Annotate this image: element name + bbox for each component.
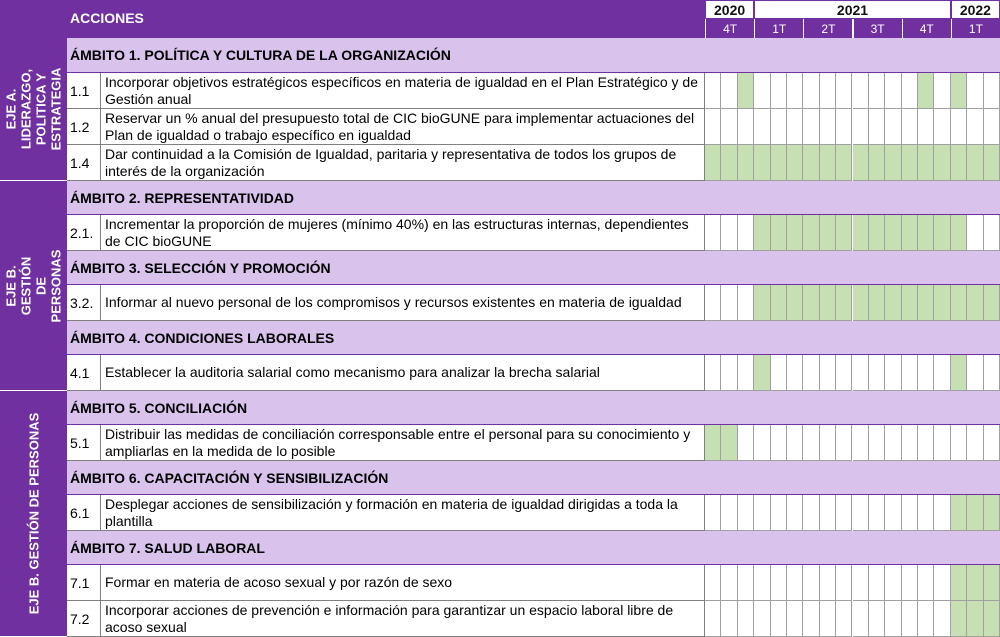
axis-label-text: EJE A. LIDERAZGO, POLITICA Y ESTRATEGIA	[3, 67, 64, 151]
schedule-cell	[967, 73, 983, 109]
schedule-cell-active	[771, 215, 787, 251]
schedule-cell-active	[967, 601, 983, 637]
schedule-cell	[803, 425, 819, 461]
quarter-header-1: 1T	[754, 19, 803, 38]
schedule-cell-active	[902, 285, 918, 321]
schedule-cell-active	[984, 565, 1000, 601]
schedule-cell	[853, 109, 869, 145]
schedule-cell-active	[967, 285, 983, 321]
schedule-cell	[721, 215, 737, 251]
schedule-cell-active	[984, 285, 1000, 321]
schedule-cell	[738, 601, 754, 637]
schedule-cell	[787, 565, 803, 601]
schedule-cell	[869, 73, 885, 109]
schedule-cell-active	[771, 285, 787, 321]
schedule-cell	[836, 601, 852, 637]
schedule-cell-active	[705, 145, 721, 181]
schedule-cell	[902, 601, 918, 637]
schedule-cell	[721, 565, 737, 601]
schedule-cell-active	[967, 145, 983, 181]
action-text: Incorporar acciones de prevención e información para garantizar un espacio laboral libre de acoso sexual	[101, 601, 705, 637]
schedule-cell-active	[918, 215, 934, 251]
schedule-cell-active	[738, 73, 754, 109]
schedule-cell-active	[984, 601, 1000, 637]
schedule-cell-active	[836, 145, 852, 181]
schedule-cell	[705, 109, 721, 145]
schedule-cell-active	[951, 355, 967, 391]
ambito-heading: ÁMBITO 7. SALUD LABORAL	[67, 531, 1000, 565]
schedule-cell	[836, 565, 852, 601]
schedule-cell	[705, 215, 721, 251]
year-header-1: 2021	[754, 0, 951, 19]
action-number: 1.2	[67, 109, 101, 145]
action-number: 3.2.	[67, 285, 101, 321]
schedule-cell	[803, 601, 819, 637]
schedule-cell-active	[721, 425, 737, 461]
schedule-cell	[787, 425, 803, 461]
schedule-cell-active	[934, 215, 950, 251]
schedule-cell-active	[918, 73, 934, 109]
schedule-cell	[984, 73, 1000, 109]
schedule-cell	[853, 73, 869, 109]
schedule-cell	[803, 355, 819, 391]
schedule-cell	[771, 495, 787, 531]
acciones-header: ACCIONES	[67, 0, 705, 38]
schedule-cell	[902, 73, 918, 109]
schedule-cell	[984, 215, 1000, 251]
schedule-cell	[820, 601, 836, 637]
schedule-cell	[967, 109, 983, 145]
schedule-cell-active	[820, 215, 836, 251]
schedule-cell	[918, 601, 934, 637]
quarter-header-3: 3T	[853, 19, 902, 38]
schedule-cell	[967, 425, 983, 461]
schedule-cell	[853, 601, 869, 637]
schedule-cell	[836, 73, 852, 109]
action-number: 2.1.	[67, 215, 101, 251]
schedule-cell	[918, 109, 934, 145]
ambito-heading: ÁMBITO 4. CONDICIONES LABORALES	[67, 321, 1000, 355]
schedule-cell	[705, 285, 721, 321]
ambito-heading: ÁMBITO 6. CAPACITACIÓN Y SENSIBILIZACIÓN	[67, 461, 1000, 495]
schedule-cell	[738, 355, 754, 391]
schedule-cell	[934, 601, 950, 637]
schedule-cell	[721, 601, 737, 637]
schedule-cell-active	[853, 285, 869, 321]
schedule-cell-active	[771, 145, 787, 181]
schedule-cell	[869, 495, 885, 531]
action-text: Incrementar la proporción de mujeres (mínimo 40%) en las estructuras internas, dependientes de CIC bioGUNE	[101, 215, 705, 251]
schedule-cell-active	[836, 285, 852, 321]
schedule-cell	[836, 109, 852, 145]
schedule-cell	[836, 495, 852, 531]
schedule-cell	[934, 73, 950, 109]
schedule-cell-active	[967, 495, 983, 531]
schedule-cell	[918, 565, 934, 601]
schedule-cell-active	[721, 145, 737, 181]
schedule-cell-active	[754, 285, 770, 321]
schedule-cell-active	[803, 285, 819, 321]
action-text: Distribuir las medidas de conciliación corresponsable entre el personal para su conocimiento y ampliarlas en la medida de lo posible	[101, 425, 705, 461]
schedule-cell-active	[885, 145, 901, 181]
schedule-cell	[984, 425, 1000, 461]
schedule-cell-active	[951, 495, 967, 531]
action-text: Formar en materia de acoso sexual y por razón de sexo	[101, 565, 705, 601]
schedule-cell	[771, 355, 787, 391]
schedule-cell-active	[951, 565, 967, 601]
schedule-cell	[787, 601, 803, 637]
schedule-cell	[820, 565, 836, 601]
schedule-cell	[738, 565, 754, 601]
schedule-cell	[787, 73, 803, 109]
quarter-header-0: 4T	[705, 19, 754, 38]
schedule-cell	[902, 565, 918, 601]
schedule-cell	[754, 565, 770, 601]
schedule-cell	[705, 495, 721, 531]
schedule-cell	[902, 355, 918, 391]
schedule-cell-active	[787, 145, 803, 181]
schedule-cell	[967, 355, 983, 391]
schedule-cell-active	[787, 215, 803, 251]
schedule-cell	[885, 495, 901, 531]
schedule-cell-active	[803, 145, 819, 181]
schedule-cell-active	[705, 425, 721, 461]
schedule-cell	[984, 109, 1000, 145]
action-number: 5.1	[67, 425, 101, 461]
axis-label-1	[0, 181, 67, 391]
schedule-cell	[918, 425, 934, 461]
schedule-cell	[771, 109, 787, 145]
schedule-cell	[754, 425, 770, 461]
schedule-cell	[721, 355, 737, 391]
schedule-cell	[738, 425, 754, 461]
schedule-cell-active	[869, 285, 885, 321]
ambito-heading: ÁMBITO 5. CONCILIACIÓN	[67, 391, 1000, 425]
schedule-cell	[771, 565, 787, 601]
schedule-cell	[803, 495, 819, 531]
schedule-cell-active	[787, 285, 803, 321]
quarter-header-5: 1T	[951, 19, 1000, 38]
axis-label-2	[0, 391, 67, 637]
schedule-cell	[869, 425, 885, 461]
schedule-cell	[869, 109, 885, 145]
action-number: 4.1	[67, 355, 101, 391]
schedule-cell-active	[902, 215, 918, 251]
schedule-cell	[902, 109, 918, 145]
action-number: 7.2	[67, 601, 101, 637]
schedule-cell-active	[984, 145, 1000, 181]
schedule-cell-active	[803, 215, 819, 251]
schedule-cell	[967, 215, 983, 251]
schedule-cell-active	[836, 215, 852, 251]
action-number: 1.4	[67, 145, 101, 181]
schedule-cell-active	[853, 215, 869, 251]
schedule-cell-active	[885, 215, 901, 251]
schedule-cell	[869, 355, 885, 391]
ambito-heading: ÁMBITO 1. POLÍTICA Y CULTURA DE LA ORGANIZACIÓN	[67, 38, 1000, 73]
schedule-cell	[820, 109, 836, 145]
axis-label-text: EJE B. GESTIÓN DE PERSONAS	[3, 249, 64, 322]
schedule-cell	[853, 425, 869, 461]
schedule-cell	[803, 73, 819, 109]
schedule-cell	[771, 73, 787, 109]
schedule-cell	[787, 109, 803, 145]
schedule-cell	[951, 109, 967, 145]
schedule-cell	[721, 109, 737, 145]
schedule-cell	[787, 495, 803, 531]
schedule-cell	[721, 73, 737, 109]
schedule-cell	[984, 355, 1000, 391]
schedule-cell	[754, 109, 770, 145]
schedule-cell	[820, 425, 836, 461]
schedule-cell	[885, 425, 901, 461]
schedule-cell-active	[869, 145, 885, 181]
schedule-cell	[934, 565, 950, 601]
schedule-cell-active	[984, 495, 1000, 531]
schedule-cell	[902, 495, 918, 531]
schedule-cell-active	[967, 565, 983, 601]
schedule-cell	[787, 355, 803, 391]
schedule-cell-active	[754, 215, 770, 251]
schedule-cell	[934, 355, 950, 391]
schedule-cell-active	[951, 215, 967, 251]
schedule-cell	[754, 601, 770, 637]
schedule-cell-active	[934, 145, 950, 181]
schedule-cell-active	[820, 145, 836, 181]
ambito-heading: ÁMBITO 2. REPRESENTATIVIDAD	[67, 181, 1000, 215]
schedule-cell	[820, 73, 836, 109]
action-text: Informar al nuevo personal de los compromisos y recursos existentes en materia de igualdad	[101, 285, 705, 321]
schedule-cell-active	[869, 215, 885, 251]
schedule-cell	[836, 425, 852, 461]
schedule-cell	[721, 495, 737, 531]
schedule-cell	[738, 285, 754, 321]
action-text: Dar continuidad a la Comisión de Igualdad, paritaria y representativa de todos los grupos de interés de la organización	[101, 145, 705, 181]
schedule-cell	[738, 109, 754, 145]
schedule-cell	[869, 565, 885, 601]
schedule-cell	[885, 565, 901, 601]
schedule-cell-active	[754, 145, 770, 181]
schedule-cell-active	[918, 285, 934, 321]
schedule-cell	[869, 601, 885, 637]
schedule-cell	[721, 285, 737, 321]
schedule-cell	[738, 215, 754, 251]
schedule-cell	[820, 355, 836, 391]
schedule-cell-active	[951, 601, 967, 637]
action-number: 6.1	[67, 495, 101, 531]
schedule-cell-active	[820, 285, 836, 321]
action-text: Establecer la auditoria salarial como mecanismo para analizar la brecha salarial	[101, 355, 705, 391]
header-corner	[0, 0, 67, 38]
schedule-cell	[705, 355, 721, 391]
schedule-cell	[885, 73, 901, 109]
schedule-cell	[885, 601, 901, 637]
schedule-cell	[951, 425, 967, 461]
schedule-cell	[918, 355, 934, 391]
schedule-cell	[820, 495, 836, 531]
ambito-heading: ÁMBITO 3. SELECCIÓN Y PROMOCIÓN	[67, 251, 1000, 285]
schedule-cell-active	[951, 285, 967, 321]
schedule-cell	[918, 495, 934, 531]
year-header-0: 2020	[705, 0, 754, 19]
schedule-cell	[754, 495, 770, 531]
action-text: Incorporar objetivos estratégicos específicos en materia de igualdad en el Plan Estratégico y de Gestión anual	[101, 73, 705, 109]
schedule-cell	[803, 109, 819, 145]
schedule-cell	[885, 355, 901, 391]
schedule-cell-active	[885, 285, 901, 321]
schedule-cell	[705, 565, 721, 601]
schedule-cell-active	[853, 145, 869, 181]
quarter-header-4: 4T	[902, 19, 951, 38]
schedule-cell-active	[951, 145, 967, 181]
schedule-cell-active	[918, 145, 934, 181]
schedule-cell	[754, 73, 770, 109]
schedule-cell	[771, 425, 787, 461]
axis-label-0	[0, 38, 67, 181]
quarter-header-2: 2T	[803, 19, 852, 38]
schedule-cell-active	[934, 285, 950, 321]
action-number: 7.1	[67, 565, 101, 601]
schedule-cell	[853, 355, 869, 391]
schedule-cell	[902, 425, 918, 461]
schedule-cell-active	[754, 355, 770, 391]
axis-label-text: EJE B. GESTIÓN DE PERSONAS	[26, 412, 42, 615]
schedule-cell	[885, 109, 901, 145]
schedule-cell	[836, 355, 852, 391]
schedule-cell-active	[738, 145, 754, 181]
schedule-cell	[738, 495, 754, 531]
schedule-cell	[853, 495, 869, 531]
schedule-cell	[705, 601, 721, 637]
year-header-2: 2022	[951, 0, 1000, 19]
schedule-cell	[853, 565, 869, 601]
schedule-cell	[934, 425, 950, 461]
schedule-cell	[771, 601, 787, 637]
action-number: 1.1	[67, 73, 101, 109]
schedule-cell	[803, 565, 819, 601]
schedule-cell-active	[951, 73, 967, 109]
schedule-cell	[934, 109, 950, 145]
schedule-cell	[705, 73, 721, 109]
schedule-cell	[934, 495, 950, 531]
action-text: Reservar un % anual del presupuesto total de CIC bioGUNE para implementar actuaciones del Plan de igualdad o trabajo específico en igualdad	[101, 109, 705, 145]
schedule-cell-active	[902, 145, 918, 181]
action-text: Desplegar acciones de sensibilización y formación en materia de igualdad dirigidas a toda la plantilla	[101, 495, 705, 531]
